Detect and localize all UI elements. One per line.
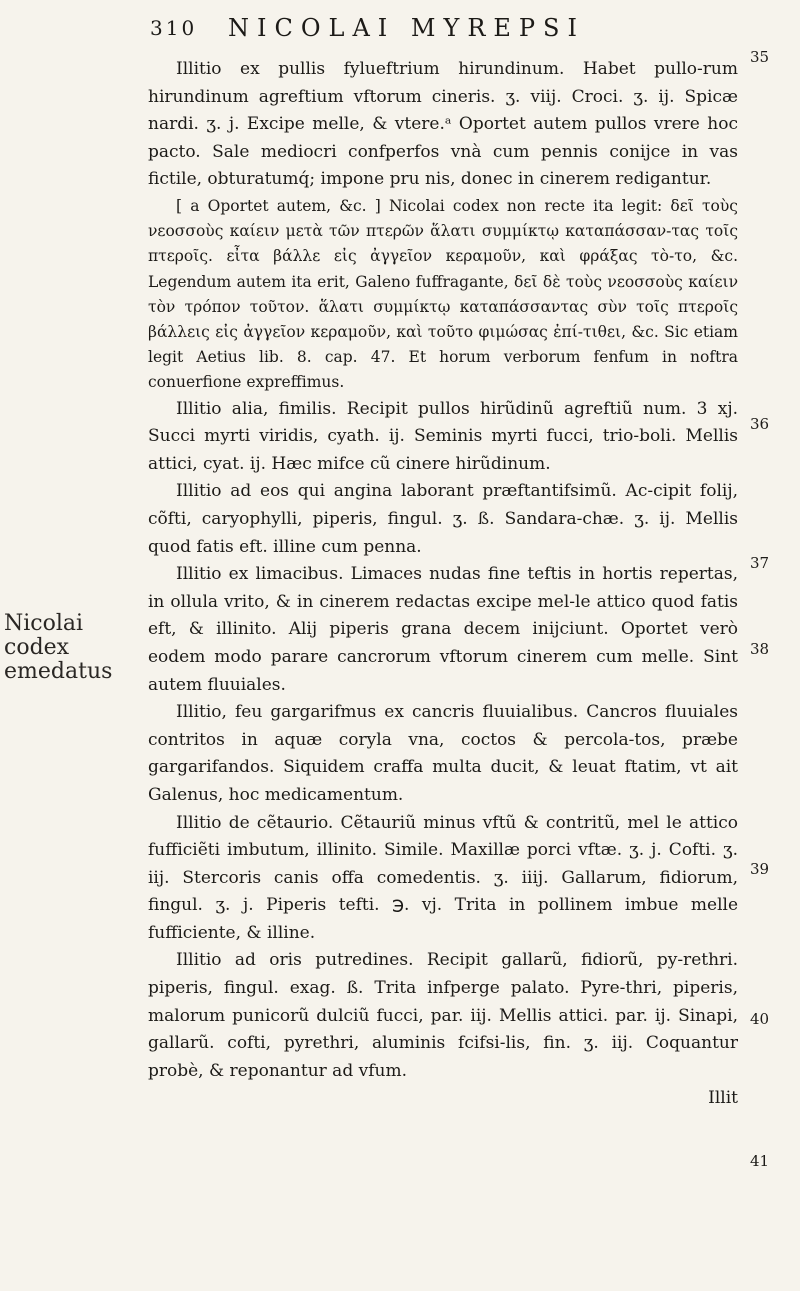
catchword: Illit (708, 1088, 738, 1109)
paragraph: Illitio, feu gargarifmus ex cancris fluuialibus. Cancros fluuiales contritos in aquæ coryla vna, coctos & percola-tos, præbe gargarifandos. Siquidem craffa multa ducit, & leuat ftatim, vt ait Galenus, hoc medicamentum. (148, 702, 738, 805)
margin-number: 35 (750, 48, 770, 66)
paragraph: Illitio ad eos qui angina laborant præftantifsimũ. Ac-cipit folij, cõfti, caryophylli, piperis, fingul. ʒ. ß. Sandara-chæ. ʒ. ij. Mellis quod fatis eft. illine cum penna. (148, 481, 738, 557)
margin-number: 36 (750, 415, 770, 433)
body-text (148, 56, 738, 1113)
paragraph: Illitio ex limacibus. Limaces nudas fine teftis in hortis repertas, in ollula vrito, & in cinerem redactas excipe mel-le attico quod fatis eft, & illinito. Alij piperis grana decem inijciunt. Oportet verò eodem modo parare cancrorum vftorum cinerem cum melle. Sint autem fluuiales. (148, 564, 738, 695)
margin-number: 39 (750, 860, 770, 878)
margin-number: 40 (750, 1010, 770, 1028)
margin-number: 41 (750, 1152, 770, 1170)
page-header (150, 10, 670, 50)
paragraph: Illitio ad oris putredines. Recipit gallarũ, fidiorũ, py-rethri. piperis, fingul. exag. ß. Trita infperge palato. Pyre-thri, piperis, malorum punicorũ dulciũ fucci, par. iij. Mellis attici. par. ij. Sinapi, gallarũ. cofti, pyrethri, aluminis fcifsi-lis, fin. ʒ. iij. Coquantur probè, & reponantur ad vfum. (148, 950, 738, 1081)
margin-number: 38 (750, 640, 770, 658)
margin-number: 37 (750, 554, 770, 572)
paragraph: Illitio alia, fimilis. Recipit pullos hirũdinũ agreftiũ num. 3 xj. Succi myrti viridis, cyath. ij. Seminis myrti fucci, trio-boli. Mellis attici, cyat. ij. Hæc mifce cũ cinere hirũdinum. (148, 398, 738, 474)
margin-note: Nicolai codex emedatus (4, 611, 113, 684)
paragraph: Illitio de cẽtaurio. Cẽtauriũ minus vftũ & contritũ, mel le attico fufficiẽti imbutum, illinito. Simile. Maxillæ porci vftæ. ʒ. j. Cofti. ʒ. iij. Stercoris canis offa comedentis. ʒ. iiij. Gallarum, fidiorum, fingul. ʒ. j. Piperis tefti. ℈. vj. Trita in pollinem imbue melle fufficiente, & illine. (148, 812, 738, 943)
annotation-paragraph: [ a Oportet autem, &c. ] Nicolai codex non recte ita legit: δεῖ τοὺς νεοσσοὺς καίειν μετὰ τῶν πτερῶν ἅλατι συμμίκτῳ καταπάσσαν-τας τοῖς πτεροῖς. εἶτα βάλλε εἰς ἀγγεῖον κεραμοῦν, καὶ φράξας τὸ-το, &c. Legendum autem ita erit, Galeno fuffragante, δεῖ δὲ τοὺς νεοσσοὺς καίειν τὸν τρόπον τοῦτον. ἅλατι συμμίκτῳ καταπάσσαντας σὺν τοῖς πτεροῖς βάλλεις εἰς ἀγγεῖον κεραμοῦν, καὶ τοῦτο φιμώσας ἐπί-τιθει, &c. Sic etiam legit Aetius lib. 8. cap. 47. Et horum verborum fenfum in noftra conuerfione expreffimus. (148, 196, 738, 392)
paragraph: Illitio ex pullis fylueftrium hirundinum. Habet pullo-rum hirundinum agreftium vftorum cineris. ʒ. viij. Croci. ʒ. ij. Spicæ nardi. ʒ. j. Excipe melle, & vtere.ᵃ Oportet autem pullos vrere hoc pacto. Sale mediocri confperfos vnà cum pennis conijce in vas fictile, obturatumq́; impone pru nis, donec in cinerem redigantur. (148, 59, 738, 190)
page-number: 310 (150, 16, 198, 40)
running-title: NICOLAI MYREPSI (228, 14, 585, 42)
